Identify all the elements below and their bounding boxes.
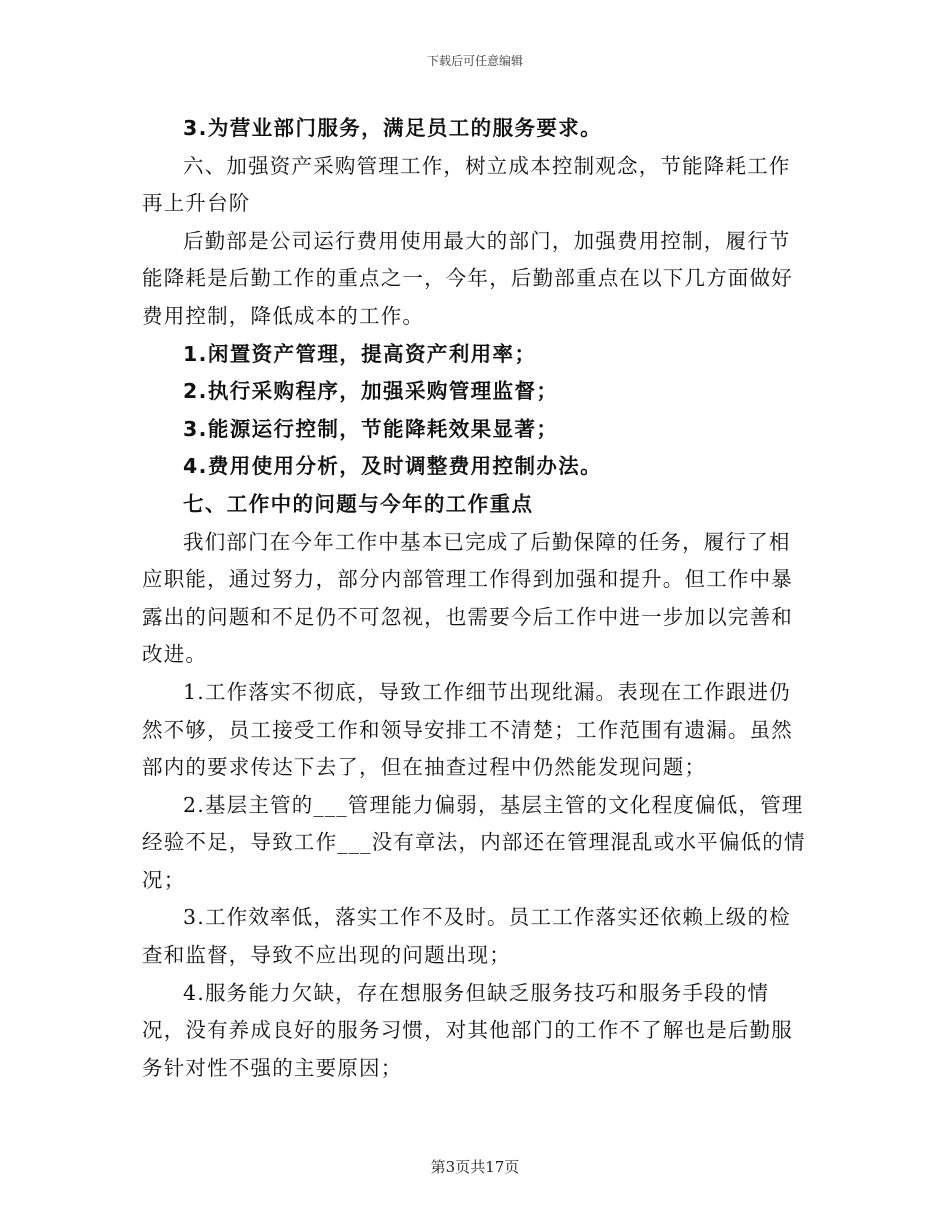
list-item-serve-business: 3.为营业部门服务，满足员工的服务要求。 [183,116,603,140]
list-item-energy: 3.能源运行控制，节能降耗效果显著； [183,416,559,441]
problem-item-1: 1.工作落实不彻底，导致工作细节出现纰漏。表现在工作跟进仍然不够，员工接受工作和领导安排工不清楚；工作范围有遗漏。虽然部内的要求传达下去了，但在抽查过程中仍然能发现问题； [142,679,793,780]
section-heading-problems: 七、工作中的问题与今年的工作重点 [183,491,534,516]
body-paragraph-summary: 我们部门在今年工作中基本已完成了后勤保障的任务，履行了相应职能，通过努力，部分内部管理工作得到加强和提升。但工作中暴露出的问题和不足仍不可忽视，也需要今后工作中进一步加以完善和改进。 [142,529,793,667]
page-number: 第3页共17页 [430,1158,520,1176]
problem-item-3: 3.工作效率低，落实工作不及时。员工工作落实还依赖上级的检查和监督，导致不应出现的问题出现； [142,905,791,968]
list-item-expense-analysis: 4.费用使用分析，及时调整费用控制办法。 [183,454,603,479]
problem-item-2: 2.基层主管的___管理能力偏弱，基层主管的文化程度偏低，管理经验不足，导致工作___没有章法，内部还在管理混乱或水平偏低的情况； [142,792,806,892]
list-item-procurement: 2.执行采购程序，加强采购管理监督； [183,379,559,404]
list-item-idle-assets: 1.闲置资产管理，提高资产利用率； [183,341,537,366]
problem-item-4: 4.服务能力欠缺，存在想服务但缺乏服务技巧和服务手段的情况，没有养成良好的服务习惯，对其他部门的工作不了解也是后勤服务针对性不强的主要原因； [142,980,793,1080]
body-paragraph-cost-control: 后勤部是公司运行费用使用最大的部门，加强费用控制，履行节能降耗是后勤工作的重点之一，今年，后勤部重点在以下几方面做好费用控制，降低成本的工作。 [142,228,793,328]
document-body [142,110,807,1087]
page-header: 下载后可任意编辑 [426,54,523,68]
section-heading-asset-procurement: 六、加强资产采购管理工作，树立成本控制观念，节能降耗工作再上升台阶 [142,153,791,216]
